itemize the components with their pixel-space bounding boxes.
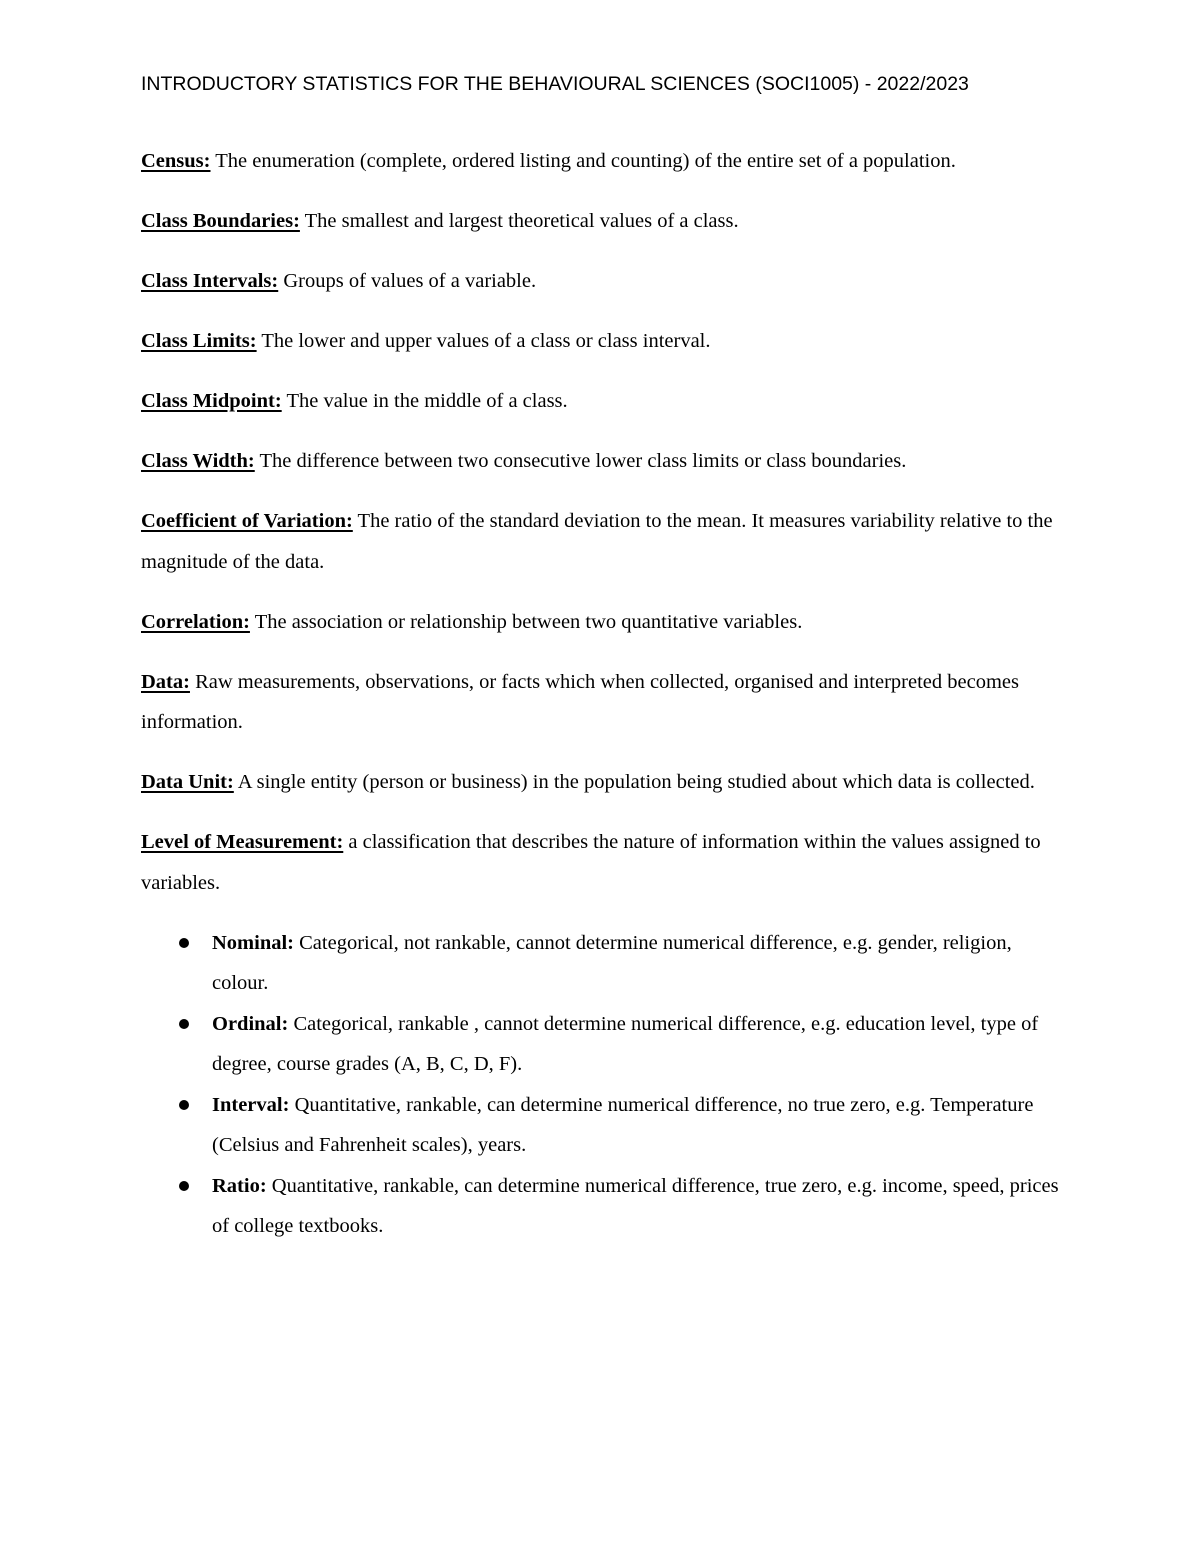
list-item-ratio	[212, 1166, 1066, 1247]
definition-text: The smallest and largest theoretical values of a class.	[299, 210, 739, 232]
definition-text: The enumeration (complete, ordered listing and counting) of the entire set of a population.	[210, 150, 956, 172]
list-item-ordinal	[212, 1004, 1066, 1085]
level-text: Categorical, not rankable, cannot determine numerical difference, e.g. gender, religion, colour.	[212, 931, 1012, 994]
definition-text: The lower and upper values of a class or class interval.	[256, 330, 711, 352]
definition-class-intervals	[141, 261, 1066, 302]
bullet-icon	[179, 1019, 189, 1029]
definition-term: Census:	[141, 150, 211, 172]
page-header: INTRODUCTORY STATISTICS FOR THE BEHAVIOURAL SCIENCES (SOCI1005) - 2022/2023	[141, 73, 969, 95]
definition-term: Level of Measurement:	[141, 831, 344, 853]
level-term: Ratio:	[212, 1174, 267, 1197]
bullet-icon	[179, 938, 189, 948]
definition-term: Coefficient of Variation:	[141, 510, 353, 532]
definition-term: Class Limits:	[141, 330, 257, 352]
definition-term: Class Boundaries:	[141, 210, 300, 232]
definition-class-boundaries	[141, 201, 1066, 242]
bullet-icon	[179, 1100, 189, 1110]
definition-term: Class Intervals:	[141, 270, 279, 292]
definition-text: Raw measurements, observations, or facts which when collected, organised and interpreted becomes information.	[141, 670, 1019, 733]
level-text: Quantitative, rankable, can determine numerical difference, true zero, e.g. income, speed, prices of college textbooks.	[212, 1174, 1059, 1237]
glossary-content	[141, 141, 1066, 1247]
definition-correlation	[141, 602, 1066, 643]
level-term: Nominal:	[212, 931, 294, 954]
definition-term: Class Width:	[141, 450, 255, 472]
definition-text: The value in the middle of a class.	[281, 390, 568, 412]
definition-data-unit	[141, 762, 1066, 803]
definition-term: Class Midpoint:	[141, 390, 282, 412]
definition-coefficient-of-variation	[141, 501, 1066, 582]
definition-level-of-measurement	[141, 822, 1066, 903]
level-text: Categorical, rankable , cannot determine numerical difference, e.g. education level, type of degree, course grades (A, B, C, D, F).	[212, 1012, 1039, 1075]
definition-data	[141, 662, 1066, 743]
list-item-interval	[212, 1085, 1066, 1166]
definition-class-midpoint	[141, 381, 1066, 422]
definition-text: A single entity (person or business) in the population being studied about which data is collected.	[233, 771, 1035, 793]
list-item-nominal	[212, 923, 1066, 1004]
definition-text: The association or relationship between two quantitative variables.	[249, 610, 803, 633]
definition-text: a classification that describes the nature of information within the values assigned to variables.	[141, 831, 1041, 894]
definition-term: Data Unit:	[141, 771, 234, 793]
definition-class-limits	[141, 321, 1066, 362]
definition-text: Groups of values of a variable.	[278, 270, 537, 292]
levels-of-measurement-list	[141, 923, 1066, 1247]
level-term: Ordinal:	[212, 1012, 289, 1035]
definition-text: The difference between two consecutive lower class limits or class boundaries.	[254, 450, 907, 472]
definition-class-width	[141, 441, 1066, 482]
definition-text: The ratio of the standard deviation to the mean. It measures variability relative to the magnitude of the data.	[141, 510, 1053, 573]
bullet-icon	[179, 1181, 189, 1191]
definition-census	[141, 141, 1066, 182]
level-term: Interval:	[212, 1093, 290, 1116]
level-text: Quantitative, rankable, can determine numerical difference, no true zero, e.g. Temperature (Celsius and Fahrenheit scales), years.	[212, 1093, 1034, 1156]
definition-term: Data:	[141, 670, 190, 693]
definition-term: Correlation:	[141, 610, 250, 633]
